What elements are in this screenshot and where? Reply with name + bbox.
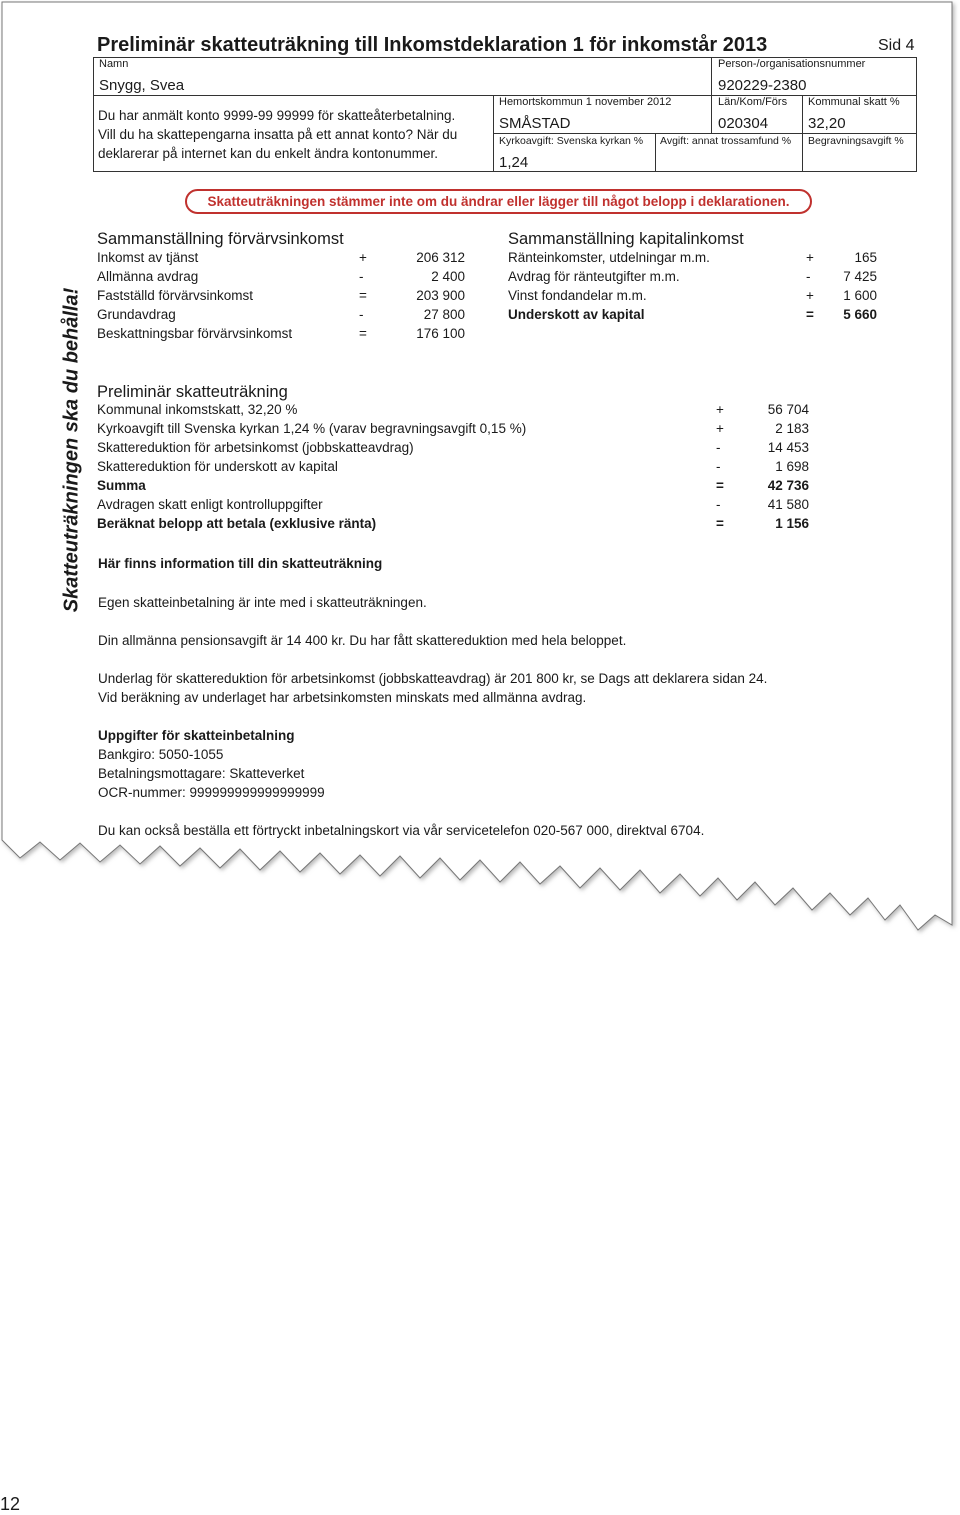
row-amount: 206 312 <box>416 250 465 265</box>
row-label: Inkomst av tjänst <box>97 250 199 265</box>
row-operator: + <box>716 421 724 436</box>
account-note: Vill du ha skattepengarna insatta på ett annat konto? När du <box>98 127 458 142</box>
row-operator: - <box>806 269 811 284</box>
row-operator: - <box>716 497 721 512</box>
row-operator: = <box>716 478 724 493</box>
table-row <box>97 515 809 533</box>
payment-note: Du kan också beställa ett förtryckt inbetalningskort via vår servicetelefon 020-567 000, direktval 6704. <box>98 823 705 838</box>
table-row <box>97 287 465 305</box>
table-row <box>97 268 465 286</box>
row-label: Fastställd förvärvsinkomst <box>97 288 254 303</box>
info-line: Vid beräkning av underlaget har arbetsinkomsten minskats med allmänna avdrag. <box>98 690 587 705</box>
begravningsavgift-label: Begravningsavgift % <box>808 135 904 147</box>
row-amount: 2 400 <box>431 269 465 284</box>
row-amount: 42 736 <box>767 478 809 493</box>
row-amount: 1 600 <box>843 288 877 303</box>
info-heading: Här finns information till din skatteuträkning <box>98 556 383 571</box>
row-operator: - <box>359 269 364 284</box>
ocr-number: OCR-nummer: 999999999999999999 <box>98 785 325 800</box>
header-divider <box>493 133 917 134</box>
table-row <box>97 249 465 267</box>
forvarvsinkomst-title: Sammanställning förvärvsinkomst <box>97 230 344 248</box>
row-amount: 5 660 <box>843 307 877 322</box>
row-operator: + <box>359 250 367 265</box>
row-operator: - <box>716 459 721 474</box>
table-row <box>97 306 465 324</box>
row-label: Beskattningsbar förvärvsinkomst <box>97 326 293 341</box>
kapitalinkomst-title: Sammanställning kapitalinkomst <box>508 230 744 248</box>
row-label: Skattereduktion för arbetsinkomst (jobbskatteavdrag) <box>97 440 414 455</box>
row-label: Underskott av kapital <box>508 307 645 322</box>
row-amount: 27 800 <box>423 307 465 322</box>
page-number: 12 <box>0 1494 21 1514</box>
row-amount: 14 453 <box>767 440 809 455</box>
lkf-label: Län/Kom/Förs <box>718 96 788 108</box>
row-label: Kyrkoavgift till Svenska kyrkan 1,24 % (varav begravningsavgift 0,15 %) <box>97 421 527 436</box>
page-indicator: Sid 4 <box>878 37 915 54</box>
row-label: Allmänna avdrag <box>97 269 199 284</box>
kommunal-skatt-label: Kommunal skatt % <box>808 96 900 108</box>
personnr-value: 920229-2380 <box>718 77 807 94</box>
lkf-value: 020304 <box>718 115 769 132</box>
name-label: Namn <box>99 58 129 70</box>
header-divider <box>802 95 803 172</box>
row-label: Avdrag för ränteutgifter m.m. <box>508 269 680 284</box>
table-row <box>508 249 877 267</box>
row-amount: 2 183 <box>775 421 809 436</box>
table-row <box>97 496 809 514</box>
header-divider <box>655 133 656 172</box>
table-row <box>97 458 809 476</box>
table-row <box>97 325 465 343</box>
info-line: Underlag för skattereduktion för arbetsinkomst (jobbskatteavdrag) är 201 800 kr, se Dags att deklarera sidan 24. <box>98 671 768 686</box>
kyrkoavgift-value: 1,24 <box>499 154 529 171</box>
row-operator: + <box>806 250 814 265</box>
row-amount: 7 425 <box>843 269 877 284</box>
row-operator: = <box>806 307 814 322</box>
row-amount: 176 100 <box>416 326 465 341</box>
kyrkoavgift-label: Kyrkoavgift: Svenska kyrkan % <box>499 135 644 147</box>
side-note: Skatteuträkningen ska du behålla! <box>60 287 83 613</box>
table-row <box>508 287 877 305</box>
hemkommun-value: SMÅSTAD <box>499 115 571 132</box>
warning-banner: Skatteuträkningen stämmer inte om du ändrar eller lägger till något belopp i deklarationen. <box>185 189 812 214</box>
table-row <box>97 477 809 495</box>
table-row <box>508 268 877 286</box>
payment-recipient: Betalningsmottagare: Skatteverket <box>98 766 305 781</box>
kommunal-skatt-value: 32,20 <box>808 115 846 132</box>
info-line: Egen skatteinbetalning är inte med i skatteuträkningen. <box>98 595 427 610</box>
row-amount: 41 580 <box>767 497 809 512</box>
table-row <box>97 420 809 438</box>
row-amount: 1 156 <box>775 516 809 531</box>
personnr-label: Person-/organisationsnummer <box>718 58 866 70</box>
hemkommun-label: Hemortskommun 1 november 2012 <box>499 96 672 108</box>
row-label: Grundavdrag <box>97 307 176 322</box>
row-amount: 203 900 <box>416 288 465 303</box>
info-line: Din allmänna pensionsavgift är 14 400 kr. Du har fått skattereduktion med hela beloppet. <box>98 633 627 648</box>
name-value: Snygg, Svea <box>99 77 185 94</box>
bankgiro: Bankgiro: 5050-1055 <box>98 747 224 762</box>
account-note: Du har anmält konto 9999-99 99999 för skatteåterbetalning. <box>98 108 456 123</box>
row-label: Beräknat belopp att betala (exklusive ränta) <box>97 516 377 531</box>
row-amount: 165 <box>854 250 877 265</box>
preliminar-title: Preliminär skatteuträkning <box>97 383 288 401</box>
row-operator: = <box>359 326 367 341</box>
table-row <box>97 439 809 457</box>
row-operator: + <box>716 402 724 417</box>
row-label: Skattereduktion för underskott av kapital <box>97 459 338 474</box>
row-label: Avdragen skatt enligt kontrolluppgifter <box>97 497 323 512</box>
row-operator: = <box>716 516 724 531</box>
row-label: Kommunal inkomstskatt, 32,20 % <box>97 402 298 417</box>
row-amount: 56 704 <box>767 402 809 417</box>
trossamfund-label: Avgift: annat trossamfund % <box>660 135 792 147</box>
header-divider <box>493 95 494 172</box>
account-note: deklarerar på internet kan du enkelt ändra kontonummer. <box>98 146 438 161</box>
row-operator: - <box>716 440 721 455</box>
page-title: Preliminär skatteuträkning till Inkomstdeklaration 1 för inkomstår 2013 <box>97 34 768 56</box>
row-label: Ränteinkomster, utdelningar m.m. <box>508 250 710 265</box>
row-operator: = <box>359 288 367 303</box>
row-label: Summa <box>97 478 146 493</box>
row-label: Vinst fondandelar m.m. <box>508 288 647 303</box>
row-operator: - <box>359 307 364 322</box>
row-operator: + <box>806 288 814 303</box>
row-amount: 1 698 <box>775 459 809 474</box>
header-divider <box>711 57 712 134</box>
table-row <box>508 306 877 324</box>
table-row <box>97 401 809 419</box>
payment-heading: Uppgifter för skatteinbetalning <box>98 728 295 743</box>
